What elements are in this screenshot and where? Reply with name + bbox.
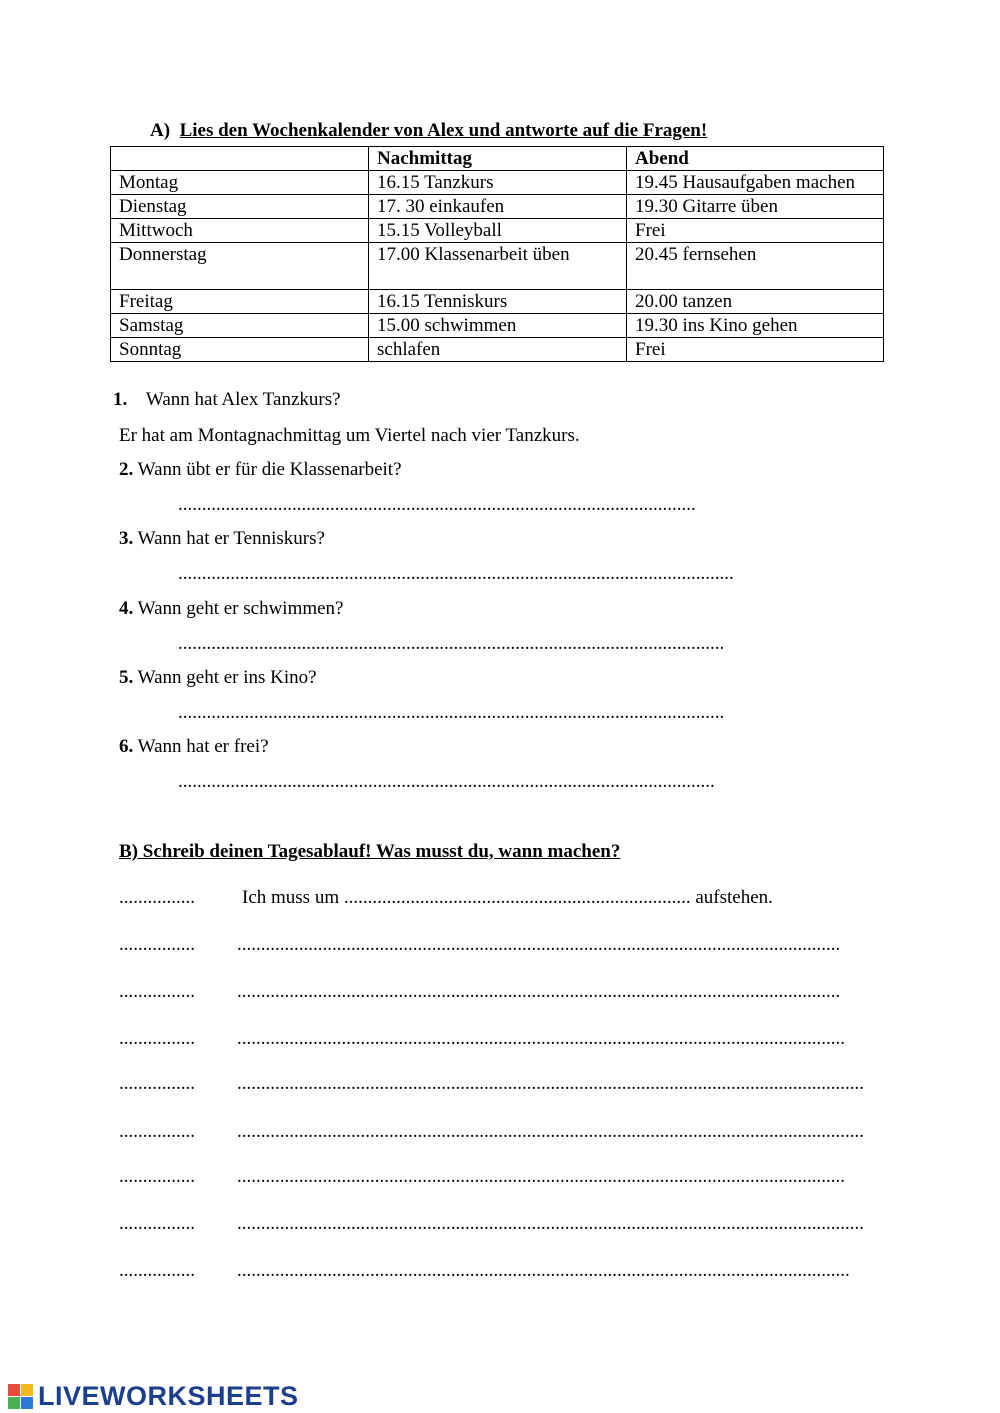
evening-cell: 20.45 fernsehen	[627, 243, 884, 290]
question-text: Wann übt er für die Klassenarbeit?	[137, 459, 402, 480]
question-1	[113, 389, 341, 411]
question-2	[119, 459, 402, 481]
afternoon-cell: 15.00 schwimmen	[369, 314, 627, 338]
day-cell: Sonntag	[111, 338, 369, 362]
question-number: 2.	[119, 459, 134, 480]
table-header-cell	[111, 147, 369, 171]
schedule-time-field[interactable]: ................	[119, 1166, 195, 1187]
question-text: Wann hat er frei?	[137, 736, 269, 757]
schedule-first-line[interactable]: Ich muss um ......................................................................... aufstehen.	[242, 887, 773, 908]
liveworksheets-logo-icon	[8, 1384, 34, 1410]
section-a-label: A)	[150, 120, 171, 141]
table-row	[111, 338, 884, 362]
schedule-line[interactable]: ...............................................................................................................................	[237, 981, 841, 1002]
schedule-line[interactable]: .................................................................................................................................	[237, 1260, 850, 1281]
question-text: Wann geht er schwimmen?	[137, 598, 344, 619]
question-6	[119, 736, 269, 758]
schedule-line[interactable]: ....................................................................................................................................	[237, 1213, 864, 1234]
answer-line-2[interactable]: .............................................................................................................	[178, 494, 696, 515]
table-row	[111, 219, 884, 243]
question-number: 1.	[113, 389, 128, 410]
schedule-time-field[interactable]: ................	[119, 1028, 195, 1049]
question-4	[119, 598, 344, 620]
evening-cell: 19.30 ins Kino gehen	[627, 314, 884, 338]
day-cell: Samstag	[111, 314, 369, 338]
weekly-calendar-table	[110, 146, 884, 362]
afternoon-cell: 15.15 Volleyball	[369, 219, 627, 243]
schedule-time-field[interactable]: ................	[119, 934, 195, 955]
question-5	[119, 667, 317, 689]
table-row	[111, 195, 884, 219]
answer-line-4[interactable]: ...................................................................................................................	[178, 633, 725, 654]
schedule-line[interactable]: ...............................................................................................................................	[237, 934, 841, 955]
answer-1: Er hat am Montagnachmittag um Viertel nach vier Tanzkurs.	[119, 425, 580, 446]
question-text: Wann geht er ins Kino?	[137, 667, 317, 688]
table-header-cell: Abend	[627, 147, 884, 171]
table-header-cell: Nachmittag	[369, 147, 627, 171]
schedule-line[interactable]: ................................................................................................................................	[237, 1166, 845, 1187]
evening-cell: 19.30 Gitarre üben	[627, 195, 884, 219]
question-number: 5.	[119, 667, 134, 688]
question-number: 6.	[119, 736, 134, 757]
table-row	[111, 290, 884, 314]
schedule-time-field[interactable]: ................	[119, 1121, 195, 1142]
question-text: Wann hat er Tenniskurs?	[137, 528, 325, 549]
table-row	[111, 314, 884, 338]
answer-line-6[interactable]: .................................................................................................................	[178, 771, 715, 792]
question-number: 3.	[119, 528, 134, 549]
schedule-line[interactable]: ....................................................................................................................................	[237, 1121, 864, 1142]
table-row	[111, 171, 884, 195]
evening-cell: Frei	[627, 219, 884, 243]
evening-cell: 20.00 tanzen	[627, 290, 884, 314]
day-cell: Dienstag	[111, 195, 369, 219]
schedule-time-field[interactable]: ................	[119, 1213, 195, 1234]
table-row	[111, 243, 884, 290]
question-3	[119, 528, 325, 550]
liveworksheets-brand: LIVEWORKSHEETS	[38, 1381, 299, 1411]
evening-cell: Frei	[627, 338, 884, 362]
day-cell: Mittwoch	[111, 219, 369, 243]
day-cell: Freitag	[111, 290, 369, 314]
section-a-heading	[150, 120, 707, 142]
question-text: Wann hat Alex Tanzkurs?	[145, 389, 341, 410]
schedule-time-field[interactable]: ................	[119, 981, 195, 1002]
schedule-time-field[interactable]: ................	[119, 1260, 195, 1281]
schedule-time-field[interactable]: ................	[119, 1073, 195, 1094]
schedule-line[interactable]: ................................................................................................................................	[237, 1028, 845, 1049]
answer-line-3[interactable]: .....................................................................................................................	[178, 563, 734, 584]
answer-line-5[interactable]: ...................................................................................................................	[178, 702, 725, 723]
afternoon-cell: 17. 30 einkaufen	[369, 195, 627, 219]
schedule-line[interactable]: ....................................................................................................................................	[237, 1073, 864, 1094]
afternoon-cell: schlafen	[369, 338, 627, 362]
evening-cell: 19.45 Hausaufgaben machen	[627, 171, 884, 195]
schedule-time-field[interactable]: ................	[119, 887, 195, 908]
table-header-row	[111, 147, 884, 171]
day-cell: Donnerstag	[111, 243, 369, 290]
day-cell: Montag	[111, 171, 369, 195]
afternoon-cell: 16.15 Tanzkurs	[369, 171, 627, 195]
afternoon-cell: 17.00 Klassenarbeit üben	[369, 243, 627, 290]
question-number: 4.	[119, 598, 134, 619]
afternoon-cell: 16.15 Tenniskurs	[369, 290, 627, 314]
section-a-title: Lies den Wochenkalender von Alex und antworte auf die Fragen!	[179, 120, 708, 141]
section-b-heading: B) Schreib deinen Tagesablauf! Was musst du, wann machen?	[119, 841, 621, 862]
